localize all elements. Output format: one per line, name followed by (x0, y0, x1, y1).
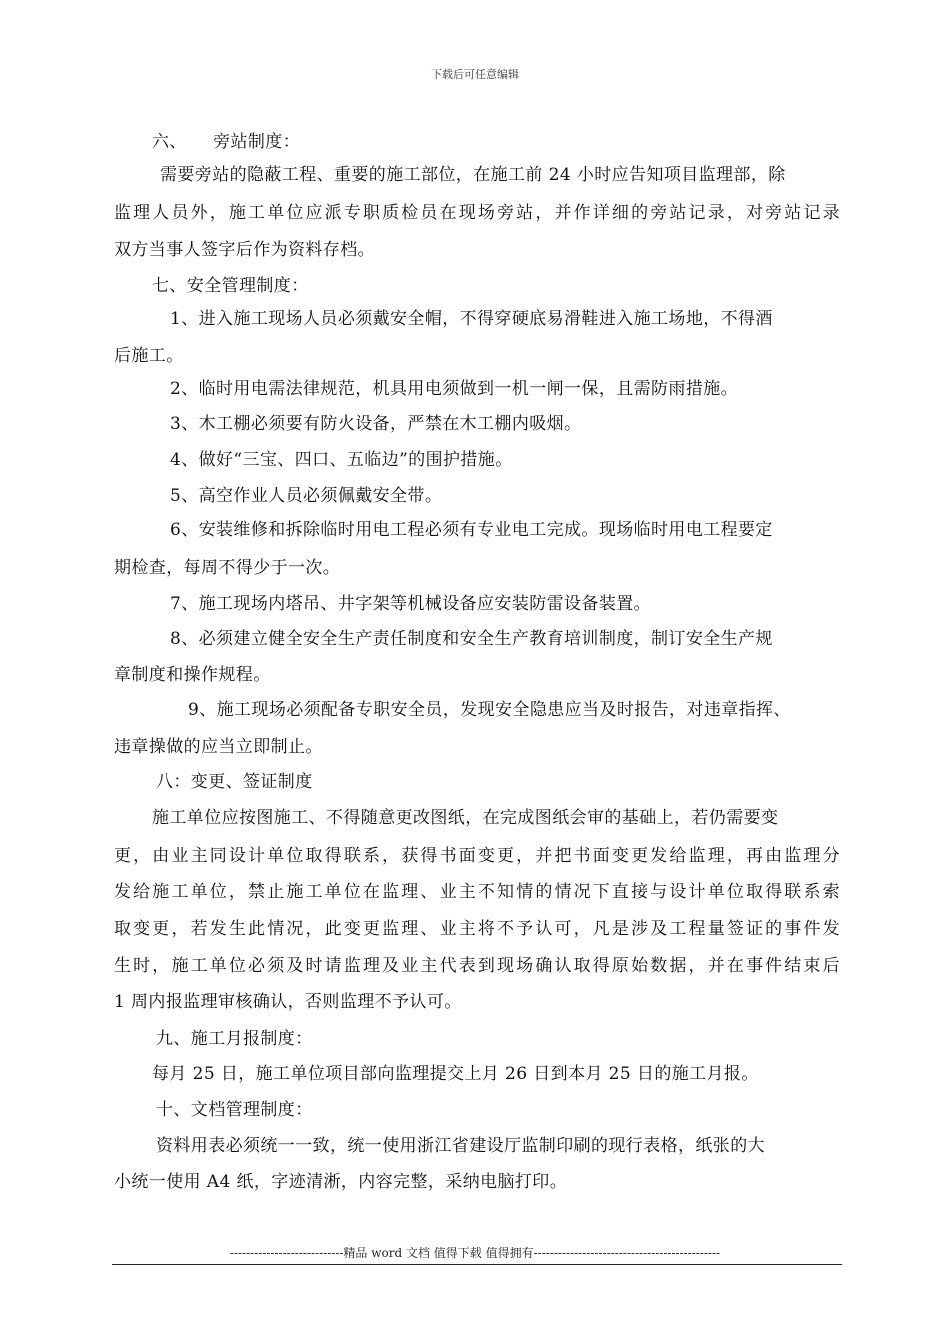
text-line: 1、进入施工现场人员必须戴安全帽，不得穿硬底易滑鞋进入施工场地，不得酒 (170, 309, 773, 329)
text-line: 9、施工现场必须配备专职安全员，发现安全隐患应当及时报告，对违章指挥、 (188, 700, 791, 720)
text-line: 发给施工单位，禁止施工单位在监理、业主不知情的情况下直接与设计单位取得联系索 (114, 882, 840, 902)
text-line: 6、安装维修和拆除临时用电工程必须有专业电工完成。现场临时用电工程要定 (170, 520, 773, 540)
text-line: 章制度和操作规程。 (114, 665, 271, 685)
text-line: 需要旁站的隐蔽工程、重要的施工部位，在施工前 24 小时应告知项目监理部，除 (160, 165, 786, 185)
text-line: 期检查，每周不得少于一次。 (114, 558, 341, 578)
text-line: 小统一使用 A4 纸，字迹清淅，内容完整，采纳电脑打印。 (114, 1172, 568, 1192)
text-line: 施工单位应按图施工、不得随意更改图纸，在完成图纸会审的基础上，若仍需要变 (152, 808, 779, 828)
text-line: 更，由业主同设计单位取得联系，获得书面变更，并把书面变更发给监理，再由监理分 (114, 846, 840, 866)
footer-divider (112, 1264, 842, 1265)
text-line: 取变更，若发生此情况，此变更监理、业主将不予认可，凡是涉及工程量签证的事件发 (114, 919, 840, 939)
text-line: 八：变更、签证制度 (156, 772, 313, 792)
text-line: 生时，施工单位必须及时请监理及业主代表到现场确认取得原始数据，并在事件结束后 (114, 956, 840, 976)
text-line: 双方当事人签字后作为资料存档。 (114, 240, 375, 260)
page-header: 下载后可任意编辑 (431, 68, 519, 81)
text-line: 每月 25 日，施工单位项目部向监理提交上月 26 日到本月 25 日的施工月报。 (152, 1064, 759, 1084)
text-line: 4、做好“三宝、四口、五临边”的围护措施。 (170, 450, 513, 470)
text-line: 5、高空作业人员必须佩戴安全带。 (170, 486, 443, 506)
text-line: 七、安全管理制度： (152, 276, 309, 296)
text-line: 后施工。 (114, 346, 184, 366)
text-line: 7、施工现场内塔吊、井字架等机械设备应安装防雷设备装置。 (170, 594, 652, 614)
text-line: 3、木工棚必须要有防火设备，严禁在木工棚内吸烟。 (170, 414, 582, 434)
text-line: 十、文档管理制度： (156, 1100, 313, 1120)
page-footer: ----------------------------精品 word 文档 值得下载 值得拥有---------------------------------------------- (229, 1246, 721, 1260)
text-line: 资料用表必须统一一致，统一使用浙江省建设厅监制印刷的现行表格，纸张的大 (156, 1136, 765, 1156)
text-line: 8、必须建立健全安全生产责任制度和安全生产教育培训制度，制订安全生产规 (170, 629, 773, 649)
text-line: 监理人员外，施工单位应派专职质检员在现场旁站，并作详细的旁站记录，对旁站记录 (114, 203, 840, 223)
text-line: 九、施工月报制度： (156, 1029, 313, 1049)
text-line: 违章操做的应当立即制止。 (114, 737, 323, 757)
text-line: 六、 旁站制度： (152, 132, 301, 152)
text-line: 1 周内报监理审核确认，否则监理不予认可。 (114, 992, 462, 1012)
text-line: 2、临时用电需法律规范，机具用电须做到一机一闸一保，且需防雨措施。 (170, 379, 739, 399)
